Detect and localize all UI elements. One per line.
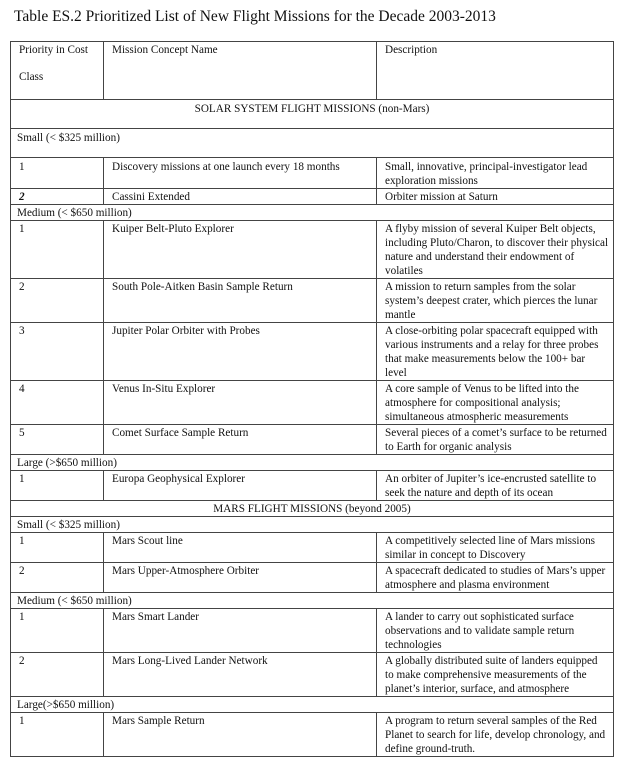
description-cell: A close-orbiting polar spacecraft equipped with various instruments and a relay for three probes that make measurements below the 100+ bar level (377, 323, 614, 381)
section-heading: MARS FLIGHT MISSIONS (beyond 2005) (11, 501, 614, 517)
priority-cell: 2 (11, 653, 104, 697)
mission-name-cell: Cassini Extended (104, 189, 377, 205)
table-row (11, 381, 614, 425)
table-row (11, 221, 614, 279)
priority-cell: 2 (11, 189, 104, 205)
priority-cell: 1 (11, 221, 104, 279)
mission-name-cell: South Pole-Aitken Basin Sample Return (104, 279, 377, 323)
header-description: Description (377, 42, 614, 100)
header-priority (11, 42, 104, 100)
section-row (11, 501, 614, 517)
table-row (11, 323, 614, 381)
group-label: Medium (< $650 million) (11, 593, 614, 609)
table-row (11, 189, 614, 205)
mission-name-cell: Comet Surface Sample Return (104, 425, 377, 455)
description-cell: A competitively selected line of Mars missions similar in concept to Discovery (377, 533, 614, 563)
description-cell: A core sample of Venus to be lifted into the atmosphere for compositional analysis; simultaneous atmospheric measurements (377, 381, 614, 425)
priority-cell: 2 (11, 279, 104, 323)
group-row (11, 593, 614, 609)
group-label: Large (>$650 million) (11, 455, 614, 471)
section-heading: SOLAR SYSTEM FLIGHT MISSIONS (non-Mars) (11, 100, 614, 129)
table-row (11, 533, 614, 563)
group-row (11, 697, 614, 713)
table-row (11, 425, 614, 455)
group-label: Small (< $325 million) (11, 129, 614, 158)
priority-cell: 5 (11, 425, 104, 455)
description-cell: Small, innovative, principal-investigator lead exploration missions (377, 158, 614, 189)
group-row (11, 455, 614, 471)
mission-name-cell: Discovery missions at one launch every 18 months (104, 158, 377, 189)
group-row (11, 517, 614, 533)
priority-cell: 1 (11, 533, 104, 563)
header-row (11, 42, 614, 100)
priority-cell: 1 (11, 158, 104, 189)
table-row (11, 471, 614, 501)
header-priority-line1: Priority in Cost (19, 44, 88, 56)
priority-cell: 4 (11, 381, 104, 425)
table-row (11, 609, 614, 653)
description-cell: A mission to return samples from the solar system’s deepest crater, which pierces the lunar mantle (377, 279, 614, 323)
description-cell: A lander to carry out sophisticated surface observations and to validate sample return technologies (377, 609, 614, 653)
mission-name-cell: Mars Scout line (104, 533, 377, 563)
mission-name-cell: Kuiper Belt-Pluto Explorer (104, 221, 377, 279)
description-cell: A program to return several samples of the Red Planet to search for life, develop chronology, and define ground-truth. (377, 713, 614, 757)
mission-name-cell: Mars Smart Lander (104, 609, 377, 653)
mission-name-cell: Jupiter Polar Orbiter with Probes (104, 323, 377, 381)
description-cell: A globally distributed suite of landers equipped to make comprehensive measurements of the planet’s interior, surface, and atmosphere (377, 653, 614, 697)
group-label: Medium (< $650 million) (11, 205, 614, 221)
priority-cell: 1 (11, 713, 104, 757)
table-row (11, 713, 614, 757)
priority-cell: 1 (11, 609, 104, 653)
group-label: Large(>$650 million) (11, 697, 614, 713)
group-row (11, 129, 614, 158)
header-name: Mission Concept Name (104, 42, 377, 100)
mission-name-cell: Venus In-Situ Explorer (104, 381, 377, 425)
mission-name-cell: Mars Long-Lived Lander Network (104, 653, 377, 697)
table-row (11, 563, 614, 593)
description-cell: Orbiter mission at Saturn (377, 189, 614, 205)
description-cell: A spacecraft dedicated to studies of Mars’s upper atmosphere and plasma environment (377, 563, 614, 593)
priority-cell: 1 (11, 471, 104, 501)
description-cell: A flyby mission of several Kuiper Belt objects, including Pluto/Charon, to discover their physical nature and understand their endowment of volatiles (377, 221, 614, 279)
mission-name-cell: Mars Sample Return (104, 713, 377, 757)
table-row (11, 653, 614, 697)
missions-table-body (11, 42, 614, 757)
group-label: Small (< $325 million) (11, 517, 614, 533)
table-row (11, 158, 614, 189)
mission-name-cell: Mars Upper-Atmosphere Orbiter (104, 563, 377, 593)
header-priority-line2: Class (19, 71, 44, 83)
mission-name-cell: Europa Geophysical Explorer (104, 471, 377, 501)
priority-cell: 3 (11, 323, 104, 381)
table-row (11, 279, 614, 323)
section-row (11, 100, 614, 129)
group-row (11, 205, 614, 221)
missions-table (10, 41, 614, 757)
priority-cell: 2 (11, 563, 104, 593)
description-cell: An orbiter of Jupiter’s ice-encrusted satellite to seek the nature and depth of its ocean (377, 471, 614, 501)
description-cell: Several pieces of a comet’s surface to be returned to Earth for organic analysis (377, 425, 614, 455)
table-title: Table ES.2 Prioritized List of New Flight Missions for the Decade 2003-2013 (14, 8, 496, 25)
